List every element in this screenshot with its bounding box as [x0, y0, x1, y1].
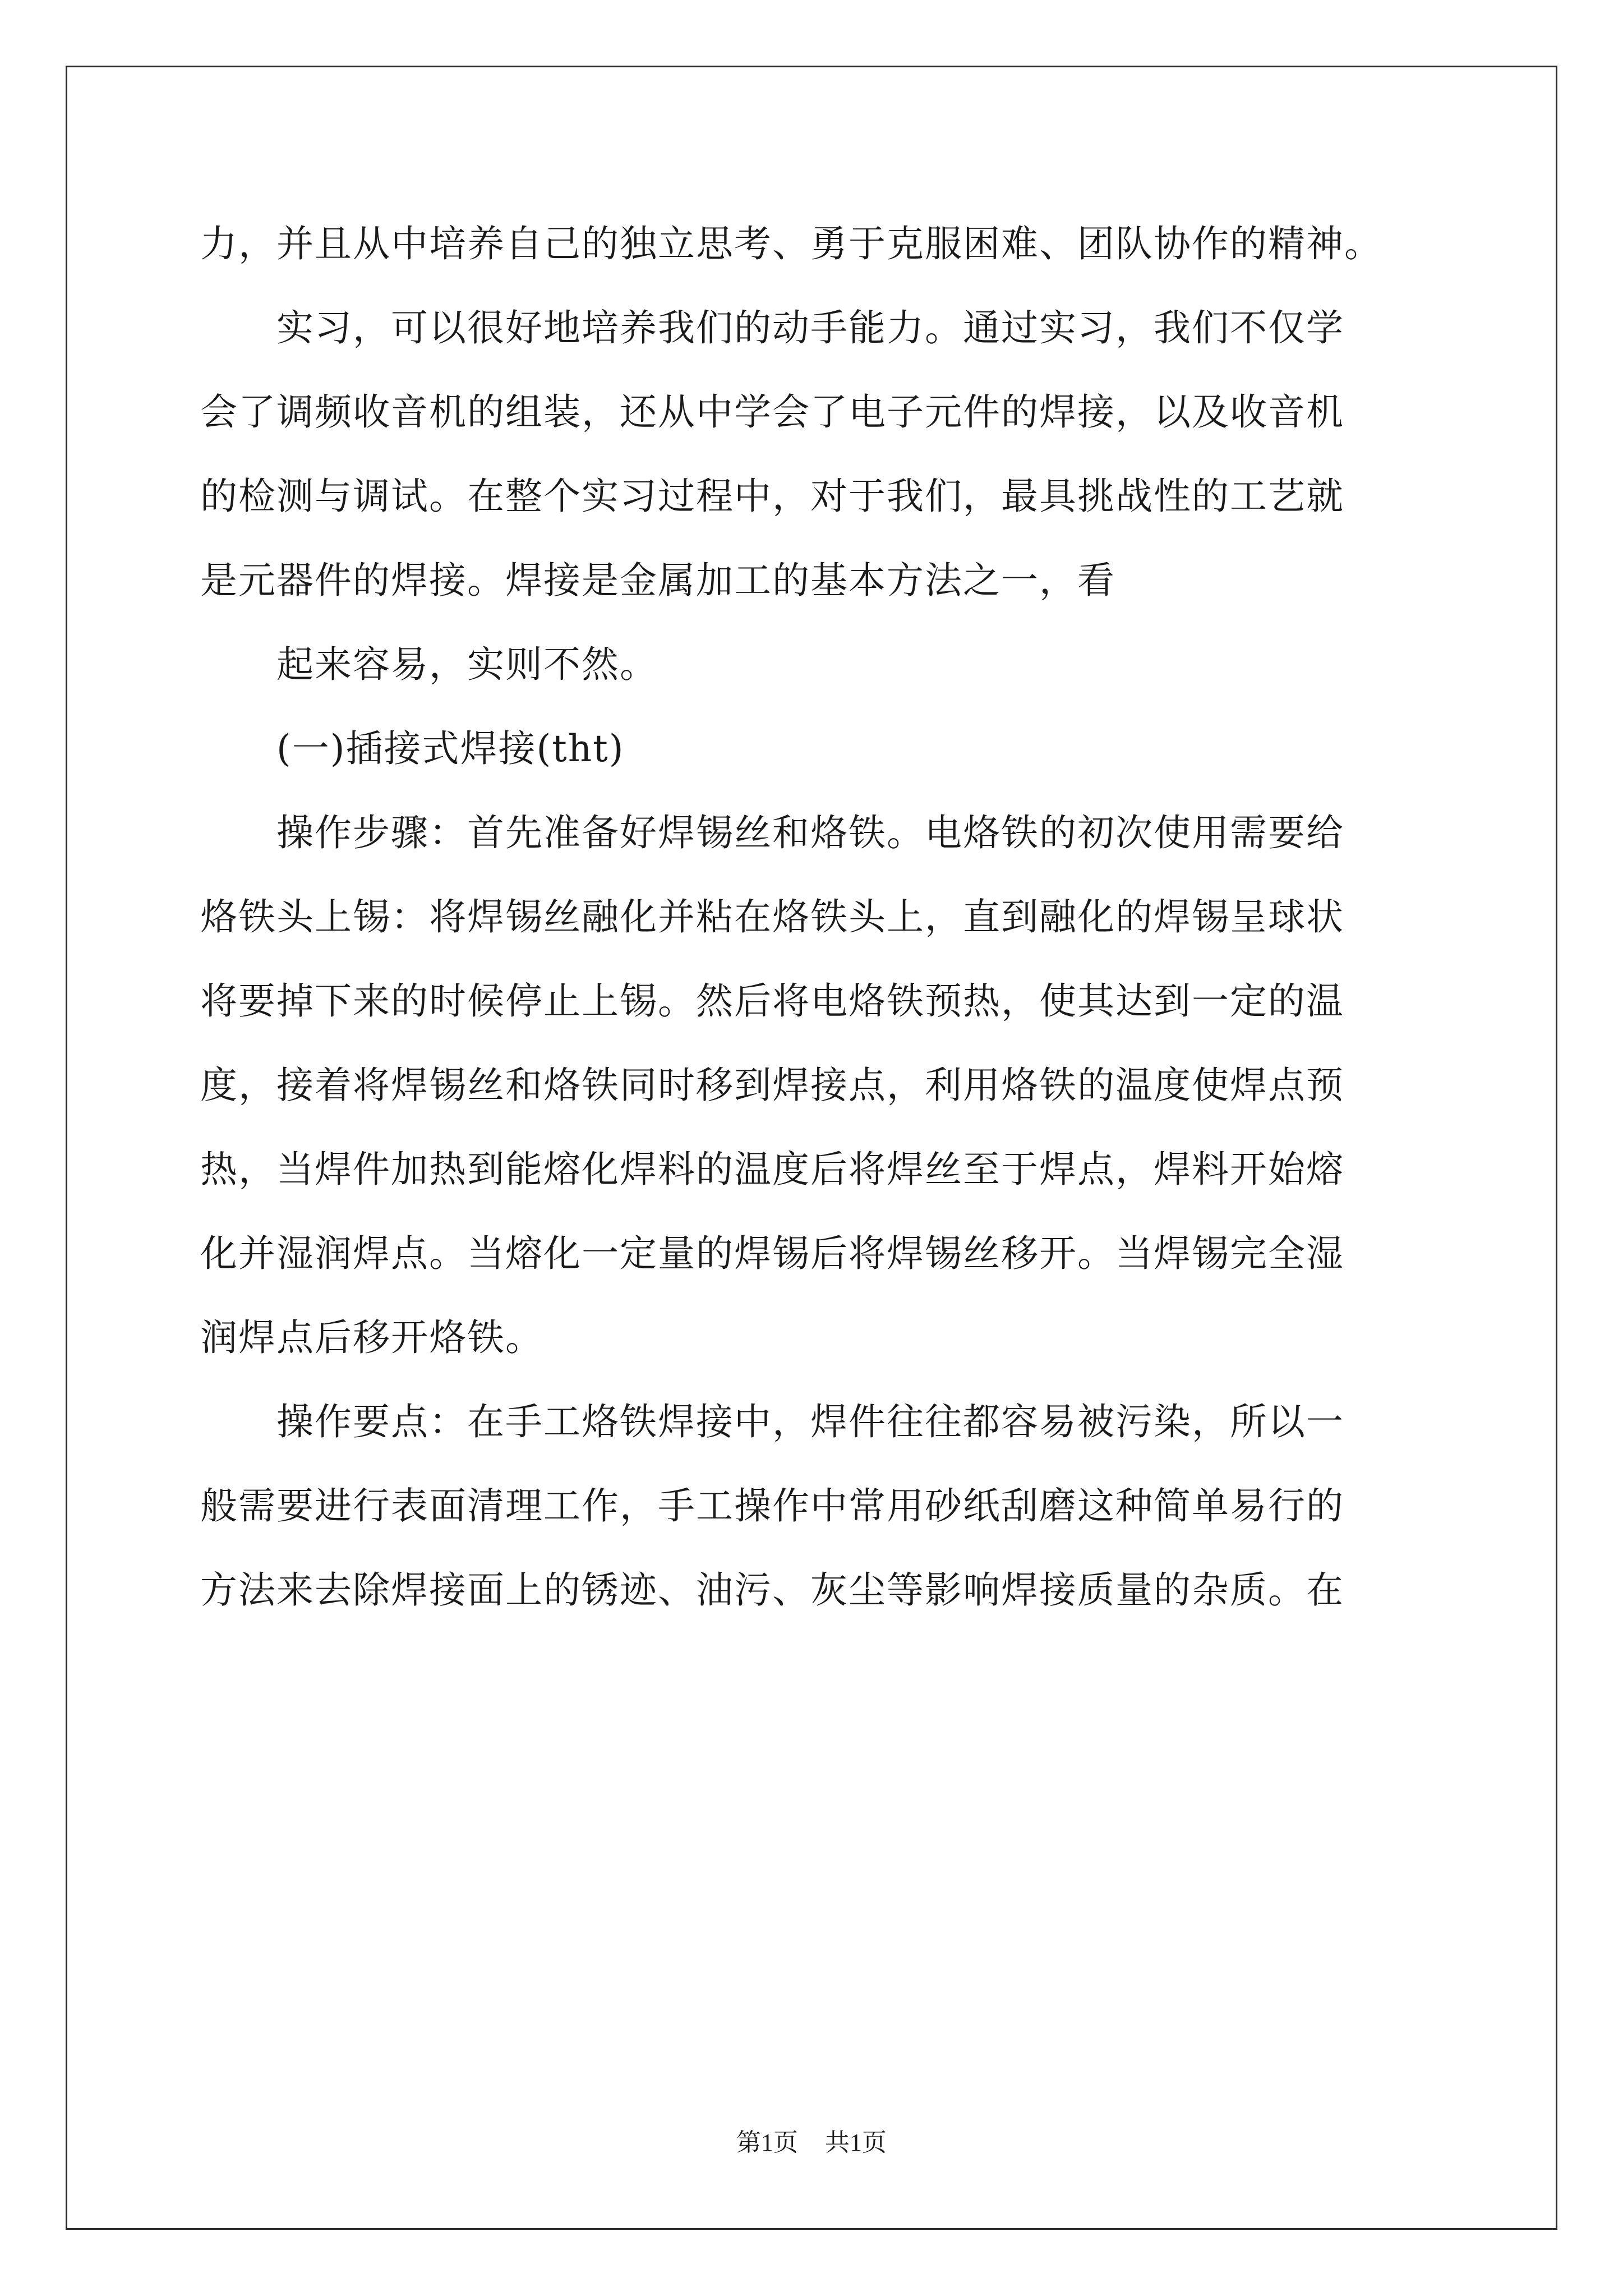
text-line: 的检测与调试。在整个实习过程中，对于我们，最具挑战性的工艺就 — [200, 475, 1344, 518]
page-number: 第1页 — [736, 2129, 798, 2156]
text-line: 会了调频收音机的组装，还从中学会了电子元件的焊接，以及收音机 — [200, 390, 1344, 434]
text-line: 操作要点：在手工烙铁焊接中，焊件往往都容易被污染，所以一 — [200, 1400, 1344, 1443]
text-line: 实习，可以很好地培养我们的动手能力。通过实习，我们不仅学 — [200, 306, 1344, 349]
text-line: 力，并且从中培养自己的独立思考、勇于克服困难、团队协作的精神。 — [200, 222, 1382, 265]
text-line: 化并湿润焊点。当熔化一定量的焊锡后将焊锡丝移开。当焊锡完全湿 — [200, 1232, 1344, 1275]
page-total: 共1页 — [825, 2129, 887, 2156]
text-line: 热，当焊件加热到能熔化焊料的温度后将焊丝至于焊点，焊料开始熔 — [200, 1148, 1344, 1191]
page-footer — [0, 2126, 1623, 2160]
text-line: (一)插接式焊接(tht) — [200, 727, 625, 770]
text-line: 是元器件的焊接。焊接是金属加工的基本方法之一，看 — [200, 559, 1115, 602]
text-line: 度，接着将焊锡丝和烙铁同时移到焊接点，利用烙铁的温度使焊点预 — [200, 1064, 1344, 1107]
document-body — [200, 202, 1434, 1632]
text-line: 将要掉下来的时候停止上锡。然后将电烙铁预热，使其达到一定的温 — [200, 979, 1344, 1023]
text-line: 般需要进行表面清理工作，手工操作中常用砂纸刮磨这种简单易行的 — [200, 1484, 1344, 1527]
text-line: 操作步骤：首先准备好焊锡丝和烙铁。电烙铁的初次使用需要给 — [200, 811, 1344, 854]
text-line: 方法来去除焊接面上的锈迹、油污、灰尘等影响焊接质量的杂质。在 — [200, 1568, 1344, 1612]
text-line: 烙铁头上锡：将焊锡丝融化并粘在烙铁头上，直到融化的焊锡呈球状 — [200, 895, 1344, 938]
text-line: 起来容易，实则不然。 — [200, 643, 658, 686]
text-line: 润焊点后移开烙铁。 — [200, 1316, 543, 1359]
